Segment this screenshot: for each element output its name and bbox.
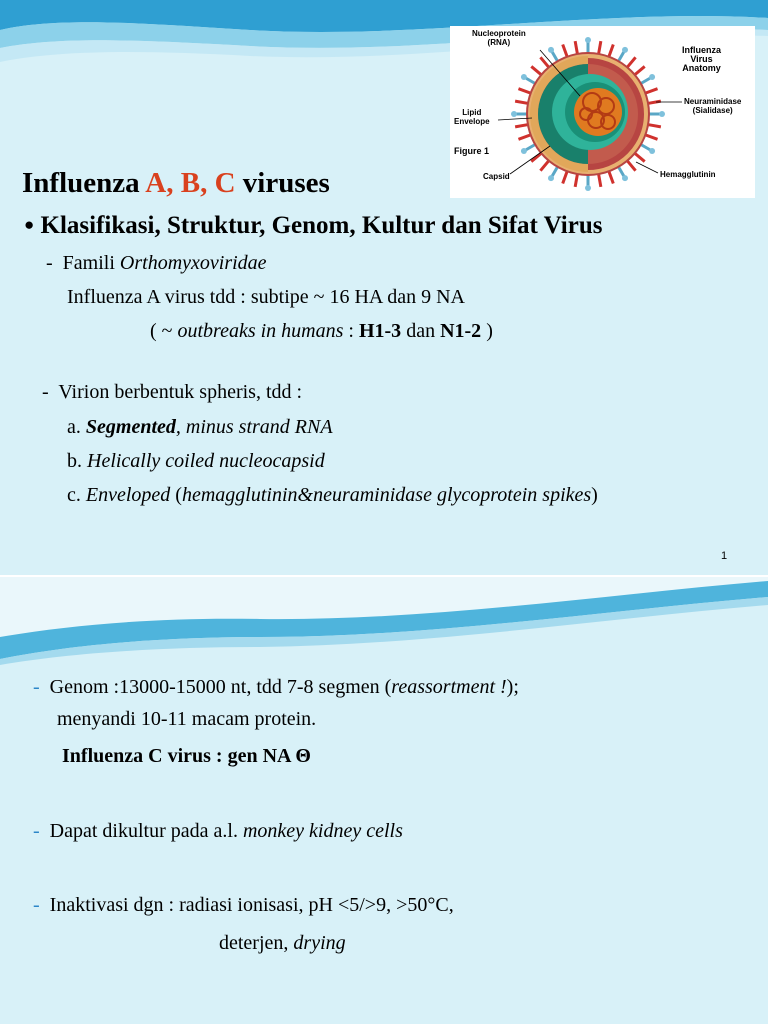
label-envelope-text: Envelope — [454, 117, 490, 126]
label-title-anatomy: Anatomy — [682, 63, 721, 73]
main-bullet-text: Klasifikasi, Struktur, Genom, Kultur dan Sifat Virus — [40, 212, 603, 239]
label-nucleoprotein-text: Nucleoprotein — [472, 29, 526, 38]
virus-spike — [634, 153, 645, 162]
neuraminidase-knob — [521, 74, 527, 80]
genom-line-2: menyandi 10-11 macam protein. — [57, 708, 317, 730]
outbreak-dan: dan — [401, 320, 441, 342]
virus-spike — [518, 135, 531, 140]
virus-anatomy-figure — [450, 26, 755, 198]
item-a-bold: Segmented — [85, 416, 176, 438]
virus-spike — [627, 57, 636, 68]
label-hemagglutinin: Hemagglutinin — [660, 170, 716, 179]
deterjen-line — [219, 932, 346, 955]
famili-label: Famili — [62, 252, 120, 274]
neuraminidase-knob — [622, 175, 628, 181]
item-c-paren-open: ( — [170, 484, 182, 506]
label-neuraminidase — [684, 97, 741, 115]
neuraminidase-knob — [659, 111, 665, 117]
item-b — [67, 450, 325, 473]
item-c-italic2: hemagglutinin&neuraminidase glycoprotein spikes — [181, 484, 592, 506]
virion-line — [42, 381, 302, 404]
item-c-prefix: c. — [67, 484, 86, 506]
influenza-c-line: Influenza C virus : gen NA Θ — [62, 745, 311, 767]
subtype-line: Influenza A virus tdd : subtipe ~ 16 HA dan 9 NA — [67, 286, 465, 308]
label-title-virus: Virus — [690, 54, 713, 64]
virus-spike — [609, 44, 614, 57]
deterjen-italic: drying — [293, 932, 346, 954]
item-b-prefix: b. — [67, 450, 87, 472]
famili-dash: - — [46, 252, 53, 274]
outbreak-n: N1-2 — [440, 320, 482, 342]
virus-spike — [518, 89, 531, 94]
virus-spike — [627, 160, 636, 171]
virion-dash: - — [42, 381, 49, 403]
bullet-dot-icon: ● — [24, 215, 35, 234]
neuraminidase-knob — [521, 148, 527, 154]
neuraminidase-knob — [649, 74, 655, 80]
virus-spike — [531, 153, 542, 162]
virus-spike — [575, 41, 577, 55]
famili-name: Orthomyxoviridae — [119, 252, 267, 274]
slide-title — [22, 167, 330, 200]
inaktivasi-line — [33, 894, 454, 917]
inaktivasi-text: Inaktivasi dgn : radiasi ionisasi, pH <5/>9, >50°C, — [49, 894, 454, 916]
header-swoosh-2 — [0, 577, 768, 667]
outbreak-italic: outbreaks in humans — [177, 320, 344, 342]
outbreak-line — [150, 320, 493, 343]
item-b-italic: Helically coiled nucleocapsid — [87, 450, 325, 472]
genom-text: Genom :13000-15000 nt, tdd 7-8 segmen ( — [49, 676, 392, 698]
genom-line — [33, 676, 519, 699]
label-figure-1: Figure 1 — [454, 146, 490, 156]
label-sialidase-text: (Sialidase) — [692, 106, 733, 115]
label-title — [682, 46, 721, 73]
virus-spike — [575, 173, 577, 187]
label-lipid-envelope — [454, 108, 490, 126]
kultur-text: Dapat dikultur pada a.l. — [49, 820, 243, 842]
virus-spike — [563, 44, 568, 57]
neuraminidase-knob — [548, 175, 554, 181]
neuraminidase-knob — [622, 47, 628, 53]
item-a — [67, 416, 333, 439]
virus-spike — [644, 135, 657, 140]
slide-2 — [0, 577, 768, 1024]
virus-spike — [598, 173, 600, 187]
label-neuraminidase-text: Neuraminidase — [684, 97, 742, 106]
outbreak-colon: : — [343, 320, 359, 342]
virus-spike — [598, 41, 600, 55]
label-title-influenza: Influenza — [682, 45, 722, 55]
deterjen-text: deterjen, — [219, 932, 294, 954]
virion-text: Virion berbentuk spheris, tdd : — [58, 381, 303, 403]
title-suffix: viruses — [235, 167, 330, 199]
outbreak-h: H1-3 — [358, 320, 402, 342]
main-bullet — [24, 212, 602, 240]
title-letters: A, B, C — [145, 167, 236, 199]
label-nucleoprotein — [472, 29, 526, 47]
item-a-prefix: a. — [67, 416, 86, 438]
item-c-italic1: Enveloped — [85, 484, 171, 506]
kultur-italic: monkey kidney cells — [242, 820, 403, 842]
famili-line — [46, 252, 267, 275]
outbreak-close: ) — [481, 320, 493, 342]
virus-spike — [644, 89, 657, 94]
neuraminidase-knob — [649, 148, 655, 154]
neuraminidase-knob — [511, 111, 517, 117]
genom-dash: - — [33, 676, 40, 698]
virus-spike — [609, 170, 614, 183]
label-lipid-text: Lipid — [462, 108, 482, 117]
neuraminidase-knob — [548, 47, 554, 53]
label-capsid: Capsid — [483, 172, 510, 181]
virus-spike — [634, 66, 645, 75]
item-a-rest: , minus strand RNA — [175, 416, 333, 438]
item-c-paren-close: ) — [591, 484, 598, 506]
label-rna-text: (RNA) — [487, 38, 511, 47]
genom-italic: reassortment ! — [391, 676, 507, 698]
title-prefix: Influenza — [22, 167, 146, 199]
outbreak-open: ( ~ — [150, 320, 178, 342]
item-c — [67, 484, 598, 507]
page-number: 1 — [721, 550, 728, 562]
neuraminidase-knob — [585, 37, 591, 43]
virus-spike — [647, 124, 661, 126]
virus-spike — [515, 124, 529, 126]
virus-spike — [515, 101, 529, 103]
virus-spike — [563, 170, 568, 183]
virus-spike — [531, 66, 542, 75]
kultur-dash: - — [33, 820, 40, 842]
neuraminidase-knob — [585, 185, 591, 191]
kultur-line — [33, 820, 403, 843]
virus-spike — [540, 160, 549, 171]
genom-close: ); — [506, 676, 519, 698]
inaktivasi-dash: - — [33, 894, 40, 916]
